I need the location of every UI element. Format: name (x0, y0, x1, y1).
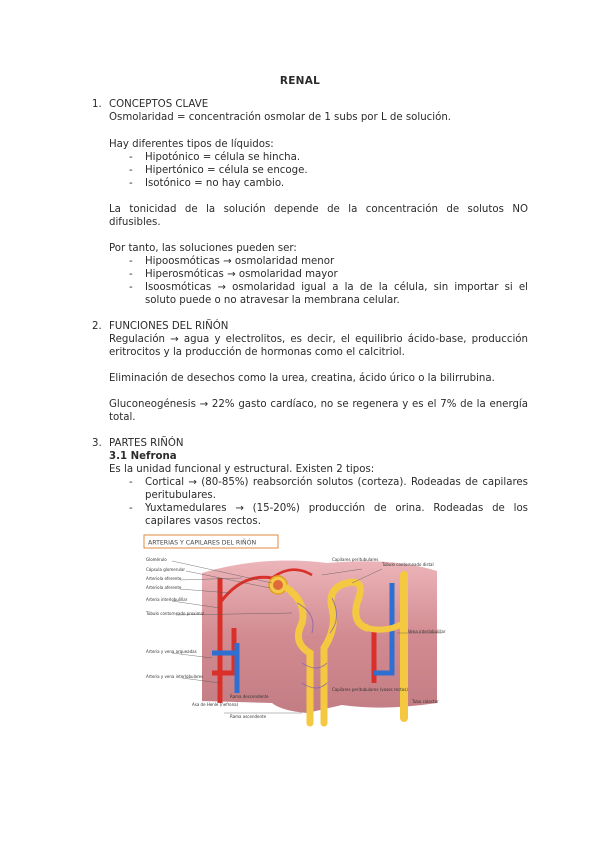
tonicidad-text: La tonicidad de la solución depende de la concentración de solutos NO (109, 204, 528, 215)
label-eferente: Arteriola eferente (146, 576, 182, 581)
tipos-intro: Hay diferentes tipos de líquidos: (109, 139, 274, 150)
regulacion-text: Regulación → agua y electrolitos, es decir, el equilibrio ácido-base, producción (109, 334, 528, 345)
yuxtamedular-text: Yuxtamedulares → (15-20%) producción de orina. Rodeadas de los (145, 503, 528, 514)
section-3-number: 3. (92, 438, 102, 449)
subsection-heading: 3.1 Nefrona (109, 451, 177, 462)
gluconeogenesis-text-cont: total. (109, 412, 136, 423)
label-arteria-interlobulillar: Arteria interlobulillar (146, 597, 188, 602)
bullet-dash: - (129, 152, 133, 163)
bullet-dash: - (129, 165, 133, 176)
label-rama-ascendente: Rama ascendente (230, 714, 267, 719)
gluconeogenesis-text: Gluconeogénesis → 22% gasto cardíaco, no se regenera y es el 7% de la energía (109, 399, 528, 410)
soluciones-intro: Por tanto, las soluciones pueden ser: (109, 243, 297, 254)
label-capsula: Cápsula glomerular (146, 567, 186, 572)
bullet-dash: - (129, 503, 133, 514)
label-arqueadas: Arteria y vena arqueadas (146, 649, 197, 654)
label-interlobulares: Arteria y vena interlobulares (146, 674, 204, 679)
label-glomerulo: Glomérulo (146, 557, 167, 562)
nefrona-intro: Es la unidad funcional y estructural. Existen 2 tipos: (109, 464, 375, 475)
label-tubulo-proximal: Túbulo contorneado proximal (146, 611, 205, 616)
eliminacion-text: Eliminación de desechos como la urea, creatina, ácido úrico o la bilirrubina. (109, 373, 495, 384)
glomerulus-capillaries (273, 580, 283, 590)
label-vena-interlobulillar: Vena interlobulillar (408, 629, 446, 634)
page-title: RENAL (279, 75, 321, 87)
label-tubo-colector: Tubo colector (412, 699, 439, 704)
solucion-item: Hipoosmóticas → osmolaridad menor (145, 256, 335, 267)
section-1-heading: CONCEPTOS CLAVE (109, 99, 209, 110)
tipo-item: Hipertónico = célula se encoge. (145, 165, 308, 176)
cortical-text-cont: peritubulares. (145, 490, 216, 501)
bullet-dash: - (129, 256, 133, 267)
regulacion-text-cont: eritrocitos y la producción de hormonas como el calcitriol. (109, 347, 405, 358)
label-asa-henle: Asa de Henle (nefrona) (192, 702, 239, 707)
bullet-dash: - (129, 269, 133, 280)
solucion-item: Hiperosmóticas → osmolaridad mayor (145, 269, 338, 280)
yuxtamedular-text-cont: capilares vasos rectos. (145, 516, 261, 527)
solucion-item-cont: soluto puede o no atravesar la membrana celular. (145, 295, 400, 306)
nephron-illustration (142, 533, 462, 743)
tipo-item: Hipotónico = célula se hincha. (145, 152, 301, 163)
label-rama-descendente: Rama descendente (230, 694, 269, 699)
label-aferente: Arteriola aferente (146, 585, 182, 590)
section-2-number: 2. (92, 321, 102, 332)
tonicidad-text-cont: difusibles. (109, 217, 161, 228)
label-tubulo-distal: Túbulo contorneado distal (382, 562, 434, 567)
kidney-vessels-figure (142, 533, 462, 743)
label-capilares-peritubulares: Capilares peritubulares (332, 557, 379, 562)
bullet-dash: - (129, 282, 133, 293)
osmolaridad-definition: Osmolaridad = concentración osmolar de 1 subs por L de solución. (109, 112, 452, 123)
section-3-heading: PARTES RIÑÓN (109, 438, 184, 449)
section-2-heading: FUNCIONES DEL RIÑÓN (109, 321, 229, 332)
bullet-dash: - (129, 477, 133, 488)
bullet-dash: - (129, 178, 133, 189)
section-1-number: 1. (92, 99, 102, 110)
tipo-item: Isotónico = no hay cambio. (145, 178, 285, 189)
cortical-text: Cortical → (80-85%) reabsorción solutos (corteza). Rodeadas de capilares (145, 477, 528, 488)
label-vasos-rectos: Capilares peritubulares (vasos rectos) (332, 687, 408, 692)
solucion-item: Isoosmóticas → osmolaridad igual a la de la célula, sin importar si el (145, 282, 528, 293)
figure-caption: ARTERIAS Y CAPILARES DEL RIÑÓN (148, 539, 257, 547)
